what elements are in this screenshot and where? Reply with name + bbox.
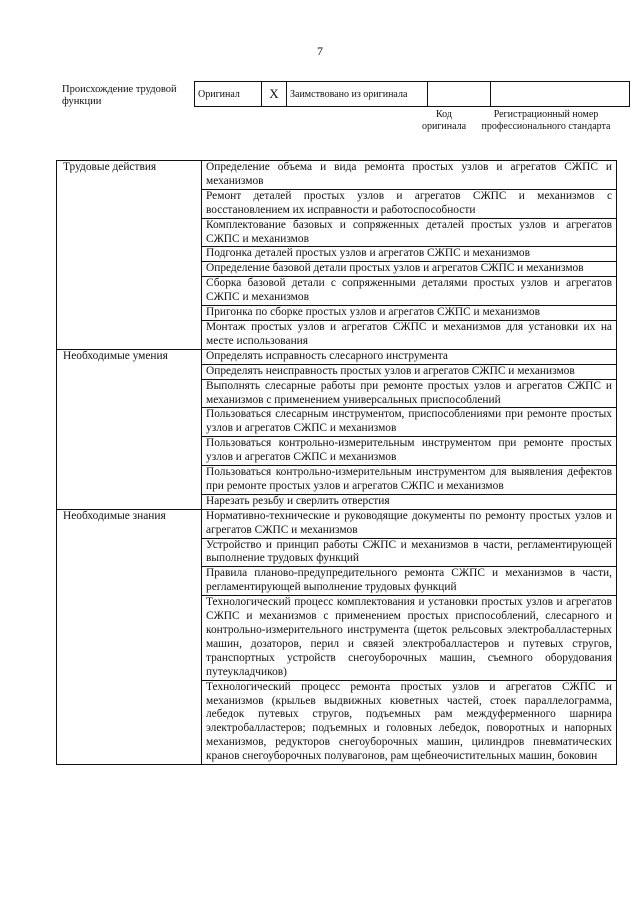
list-item: Ремонт деталей простых узлов и агрегатов СЖПС и механизмов с восстановлением их исправности и работоспособности (202, 189, 617, 218)
section-title: Необходимые умения (57, 349, 202, 509)
original-cell: Оригинал (195, 82, 262, 107)
reg-number-cell (491, 82, 630, 107)
list-item: Нормативно-технические и руководящие документы по ремонту простых узлов и агрегатов СЖПС и механизмов (202, 509, 617, 538)
list-item: Подгонка деталей простых узлов и агрегатов СЖПС и механизмов (202, 247, 617, 262)
list-item: Технологический процесс комплектования и установки простых узлов и агрегатов СЖПС и механизмов с применением простых приспособлений, слесарного и контрольно-измерительного инструмента (щеток рельсовых электробалластерных машин, дозаторов, перил и связей электробалластеров и путевых стругов, транспортных устройств снегоуборочных машин, съемного оборудования путеукладчиков) (202, 596, 617, 680)
page-number: 7 (317, 44, 323, 58)
list-item: Определять неисправность простых узлов и агрегатов СЖПС и механизмов (202, 364, 617, 379)
code-cell (428, 82, 491, 107)
list-item: Определение объема и вида ремонта простых узлов и агрегатов СЖПС и механизмов (202, 161, 617, 190)
list-item: Пригонка по сборке простых узлов и агрегатов СЖПС и механизмов (202, 306, 617, 321)
origin-label: Происхождение трудовой функции (62, 84, 177, 107)
table-row (57, 349, 617, 364)
list-item: Определение базовой детали простых узлов и агрегатов СЖПС и механизмов (202, 262, 617, 277)
list-item: Пользоваться контрольно-измерительным инструментом при ремонте простых узлов и агрегатов СЖПС и механизмов (202, 437, 617, 466)
table-row (57, 161, 617, 190)
list-item: Монтаж простых узлов и агрегатов СЖПС и механизмов для установки их на месте использования (202, 320, 617, 349)
borrowed-cell: Заимствовано из оригинала (287, 82, 428, 107)
origin-table (194, 81, 630, 107)
list-item: Комплектование базовых и сопряженных деталей простых узлов и агрегатов СЖПС и механизмов (202, 218, 617, 247)
section-title: Необходимые знания (57, 509, 202, 764)
code-original-caption: Код оригинала (421, 109, 467, 132)
list-item: Технологический процесс ремонта простых узлов и агрегатов СЖПС и механизмов (крыльев выдвижных кюветных частей, стоек параллелограмма, лебедок путевых стругов, подъемных рам междуферменного шарнира электробалластеров; подъемных и головных лебедок, поворотных и напорных механизмов, редукторов снегоуборочных машин, цилиндров пневматических кранов снегоуборочных полувагонов, рам щебнеочистительных машин, боковин (202, 680, 617, 764)
table-row (57, 509, 617, 538)
list-item: Определять исправность слесарного инструмента (202, 349, 617, 364)
list-item: Устройство и принцип работы СЖПС и механизмов в части, регламентирующей выполнение трудовых функций (202, 538, 617, 567)
list-item: Выполнять слесарные работы при ремонте простых узлов и агрегатов СЖПС и механизмов с применением универсальных приспособлений (202, 379, 617, 408)
list-item: Нарезать резьбу и сверлить отверстия (202, 494, 617, 509)
reg-number-caption: Регистрационный номер профессионального стандарта (481, 109, 611, 132)
list-item: Пользоваться контрольно-измерительным инструментом для выявления дефектов при ремонте простых узлов и агрегатов СЖПС и механизмов (202, 466, 617, 495)
labor-function-table (56, 160, 617, 765)
original-mark: X (262, 82, 287, 107)
list-item: Пользоваться слесарным инструментом, приспособлениями при ремонте простых узлов и агрегатов СЖПС и механизмов (202, 408, 617, 437)
list-item: Правила планово-предупредительного ремонта СЖПС и механизмов в части, регламентирующей выполнение трудовых функций (202, 567, 617, 596)
list-item: Сборка базовой детали с сопряженными деталями простых узлов и агрегатов СЖПС и механизмов (202, 277, 617, 306)
section-title: Трудовые действия (57, 161, 202, 350)
